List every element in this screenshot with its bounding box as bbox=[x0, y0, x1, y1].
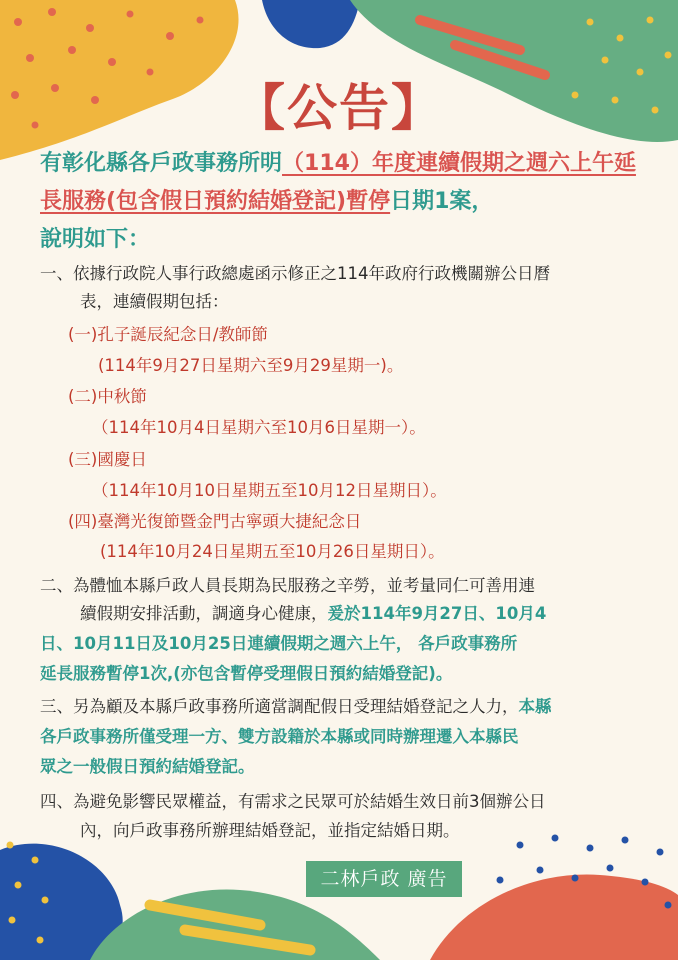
item2-line4: 延長服務暫停1次,(亦包含暫停受理假日預約結婚登記)。 bbox=[40, 664, 453, 683]
holiday-1-name: (一)孔子誕辰紀念日/教師節 bbox=[68, 325, 268, 344]
holiday-3-name: (三)國慶日 bbox=[68, 450, 147, 469]
headline bbox=[40, 145, 650, 221]
item3-line1a: 三、另為顧及本縣戶政事務所適當調配假日受理結婚登記之人力， bbox=[40, 697, 519, 716]
item2-line3: 日、10月11日及10月25日連續假期之週六上午， 各戶政事務所 bbox=[40, 634, 518, 653]
item3-line3: 眾之一般假日預約結婚登記。 bbox=[40, 757, 255, 776]
holiday-2-dates: （114年10月4日星期六至10月6日星期一）。 bbox=[92, 418, 426, 437]
headline-part1: 有彰化縣各戶政事務所明 bbox=[40, 151, 283, 176]
holiday-2-name: (二)中秋節 bbox=[68, 387, 147, 406]
item2-line1: 二、為體恤本縣戶政人員長期為民服務之辛勞，並考量同仁可善用連 bbox=[40, 576, 535, 595]
holiday-4-dates: (114年10月24日星期五至10月26日星期日）。 bbox=[100, 542, 445, 561]
item3-line2: 各戶政事務所僅受理一方、雙方設籍於本縣或同時辦理遷入本縣民 bbox=[40, 727, 519, 746]
announcement-title: 【公告】 bbox=[235, 79, 443, 137]
item2-line2a: 續假期安排活動，調適身心健康， bbox=[80, 604, 328, 623]
holiday-4-name: (四)臺灣光復節暨金門古寧頭大捷紀念日 bbox=[68, 512, 362, 531]
footer-badge: 二林戶政 廣告 bbox=[306, 861, 462, 897]
item3-line1 bbox=[40, 697, 552, 717]
headline-part3: 日期1案， bbox=[390, 189, 494, 214]
item4-line2: 內，向戶政事務所辦理結婚登記，並指定結婚日期。 bbox=[80, 821, 460, 840]
holiday-3-dates: （114年10月10日星期五至10月12日星期日）。 bbox=[92, 481, 447, 500]
holiday-1-dates: (114年9月27日星期六至9月29星期一)。 bbox=[98, 356, 404, 375]
headline-part2: （114）年度連續假期之週六上午延長服務(包含假日預約結婚登記)暫停 bbox=[40, 151, 636, 214]
item1-line1: 一、依據行政院人事行政總處函示修正之114年政府行政機關辦公日曆 bbox=[40, 264, 550, 283]
item2-line2b: 爰於114年9月27日、10月4 bbox=[327, 604, 547, 623]
item1-line2: 表，連續假期包括： bbox=[80, 292, 229, 311]
subheading: 說明如下： bbox=[40, 227, 151, 252]
item2-line2 bbox=[80, 604, 546, 624]
item3-line1b: 本縣 bbox=[518, 697, 552, 716]
item4-line1: 四、為避免影響民眾權益，有需求之民眾可於結婚生效日前3個辦公日 bbox=[40, 792, 546, 811]
